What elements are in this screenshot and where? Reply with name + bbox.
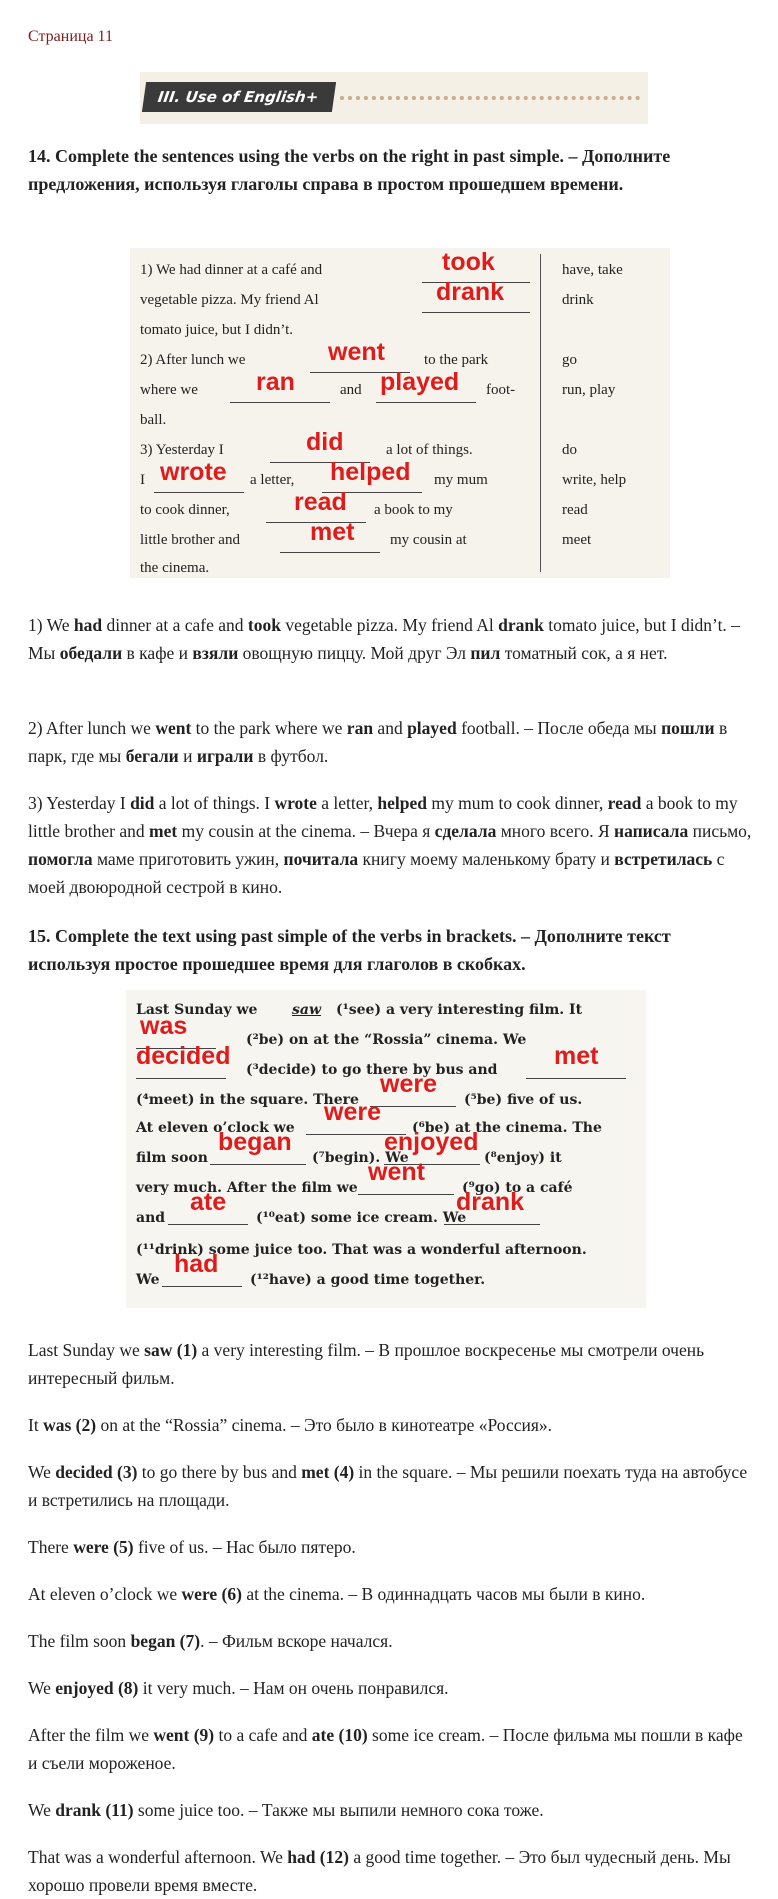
- answer-word: обедали: [59, 643, 123, 663]
- answer-word: saw (1): [144, 1340, 198, 1360]
- verb-hint: run, play: [562, 382, 616, 398]
- answer-word: played: [407, 718, 457, 738]
- verb-hint: write, help: [562, 472, 627, 488]
- answer-word: read: [607, 793, 642, 813]
- ex14-line: and: [340, 382, 362, 398]
- ex14-line: a book to my: [374, 502, 453, 518]
- answer-word: играли: [196, 746, 254, 766]
- answer-ran: ran: [256, 368, 295, 396]
- answer-word: had (12): [287, 1847, 349, 1867]
- exercise-15-image: [126, 990, 646, 1308]
- answer-word: took: [247, 615, 281, 635]
- example-answer-saw: saw: [292, 1002, 322, 1018]
- answer-word: пошли: [661, 718, 715, 738]
- ex14-translation-2: 2) After lunch we went to the park where we ran and played football. – После обеда мы пошли в парк, где мы бегали и играли в футбол.: [28, 718, 728, 766]
- answer-did: did: [306, 428, 344, 456]
- answer-word: went: [155, 718, 192, 738]
- ex15-line: (²be) on at the “Rossia” cinema. We: [246, 1032, 527, 1048]
- answer-ate: ate: [190, 1188, 227, 1216]
- answer-word: почитала: [283, 849, 359, 869]
- answer-word: met (4): [301, 1462, 355, 1482]
- ex15-translation-10: That was a wonderful afternoon. We had (12) a good time together. – Это был чудесный день. Мы хорошо провели время вместе.: [28, 1847, 731, 1895]
- ex15-line: (¹¹drink) some juice too. That was a wonderful afternoon.: [136, 1242, 587, 1258]
- answer-word: drank (11): [55, 1800, 134, 1820]
- exercise-14-image: [130, 248, 670, 578]
- section-banner: [140, 72, 648, 124]
- answer-met: met: [554, 1042, 599, 1070]
- ex14-line: a letter,: [250, 472, 295, 488]
- ex15-line: (⁵be) five of us.: [464, 1092, 583, 1108]
- answer-blank: [210, 1164, 306, 1165]
- answer-word: сделала: [434, 821, 497, 841]
- answer-began: began: [218, 1128, 292, 1156]
- ex15-line: (⁹go) to a café: [462, 1180, 573, 1196]
- exercise-14-heading: 14. Complete the sentences using the verbs on the right in past simple. – Дополните предложения, используя глаголы справа в простом прошедшем времени.: [28, 146, 671, 194]
- answer-word: wrote: [274, 793, 317, 813]
- answer-wrote: wrote: [160, 458, 227, 486]
- ex15-line: Last Sunday we: [136, 1002, 258, 1018]
- ex14-line: where we: [140, 382, 198, 398]
- answer-word: were (5): [73, 1537, 134, 1557]
- verb-hint: do: [562, 442, 577, 458]
- answer-was: was: [140, 1012, 188, 1040]
- verb-hint: go: [562, 352, 577, 368]
- banner-divider: [340, 96, 640, 100]
- ex15-translation-1: Last Sunday we saw (1) a very interesting film. – В прошлое воскресенье мы смотрели очень интересный фильм.: [28, 1340, 705, 1388]
- answer-word: ran: [346, 718, 374, 738]
- answer-word: enjoyed (8): [55, 1678, 139, 1698]
- answer-blank: [136, 1078, 226, 1079]
- answer-word: помогла: [28, 849, 93, 869]
- answer-blank: [280, 552, 380, 553]
- answer-word: бегали: [125, 746, 179, 766]
- answer-blank: [162, 1286, 242, 1287]
- ex14-line: to the park: [424, 352, 489, 368]
- ex15-translation-3: We decided (3) to go there by bus and met (4) in the square. – Мы решили поехать туда на автобусе и встретились на площади.: [28, 1462, 748, 1510]
- page-label: Страница 11: [28, 28, 113, 45]
- ex15-line: (³decide) to go there by bus and: [246, 1062, 498, 1078]
- ex15-translation-7: We enjoyed (8) it very much. – Нам он очень понравился.: [28, 1678, 449, 1698]
- answer-had: had: [174, 1250, 219, 1278]
- ex14-line: a lot of things.: [386, 442, 473, 458]
- answer-blank: [422, 312, 530, 313]
- answer-word: decided (3): [55, 1462, 138, 1482]
- verb-hint: drink: [562, 292, 594, 308]
- ex14-translation-3: 3) Yesterday I did a lot of things. I wrote a letter, helped my mum to cook dinner, read a book to my little brother and met my cousin at the cinema. – Вчера я сделала много всего. Я написала письмо, помогла маме приготовить ужин, почитала книгу моему маленькому брату и встретилась с моей двоюродной сестрой в кино.: [28, 793, 752, 897]
- ex15-line: (⁶be) at the cinema. The: [412, 1120, 602, 1136]
- ex15-line: (¹²have) a good time together.: [250, 1272, 486, 1288]
- answer-helped: helped: [330, 458, 411, 486]
- ex15-translation-8: After the film we went (9) to a cafe and ate (10) some ice cream. – После фильма мы пошли в кафе и съели мороженое.: [28, 1725, 743, 1773]
- ex15-line: and: [136, 1210, 166, 1226]
- answer-went: went: [368, 1158, 425, 1186]
- banner-label: III. Use of English+: [142, 82, 336, 112]
- answer-played: played: [380, 368, 460, 396]
- ex14-line: little brother and: [140, 532, 240, 548]
- exercise-15-heading: 15. Complete the text using past simple of the verbs in brackets. – Дополните текст используя простое прошедшее время для глаголов в скобках.: [28, 926, 671, 974]
- verb-hint: meet: [562, 532, 592, 548]
- answer-word: пил: [470, 643, 501, 663]
- answer-word: drank: [498, 615, 544, 635]
- ex14-line: my mum: [434, 472, 488, 488]
- answer-were: were: [324, 1098, 381, 1126]
- ex15-line: (¹⁰eat) some ice cream. We: [256, 1210, 467, 1226]
- answer-met: met: [310, 518, 355, 546]
- answer-blank: [370, 1106, 456, 1107]
- ex15-line: At eleven o’clock we: [136, 1120, 295, 1136]
- answer-word: went (9): [153, 1725, 215, 1745]
- ex15-translation-4: There were (5) five of us. – Нас было пятеро.: [28, 1537, 356, 1557]
- ex14-line: 3) Yesterday I: [140, 442, 224, 458]
- answer-enjoyed: enjoyed: [384, 1128, 479, 1156]
- ex15-translation-6: The film soon began (7). – Фильм вскоре начался.: [28, 1631, 393, 1651]
- column-divider: [540, 254, 541, 572]
- answer-word: написала: [614, 821, 689, 841]
- ex15-translation-5: At eleven o’clock we were (6) at the cinema. – В одиннадцать часов мы были в кино.: [28, 1584, 646, 1604]
- answer-word: were (6): [181, 1584, 242, 1604]
- answer-word: взяли: [192, 643, 239, 663]
- answer-blank: [376, 402, 476, 403]
- answer-took: took: [442, 248, 495, 276]
- ex14-line: foot-: [486, 382, 516, 398]
- answer-blank: [154, 492, 244, 493]
- answer-read: read: [294, 488, 347, 516]
- answer-blank: [168, 1224, 248, 1225]
- answer-word: began (7): [130, 1631, 201, 1651]
- answer-were: were: [380, 1070, 437, 1098]
- answer-word: встретилась: [614, 849, 713, 869]
- ex15-translation-2: It was (2) on at the “Rossia” cinema. – Это было в кинотеатре «Россия».: [28, 1415, 553, 1435]
- answer-word: met: [149, 821, 178, 841]
- answer-drank: drank: [456, 1188, 525, 1216]
- ex14-line: my cousin at: [390, 532, 467, 548]
- ex14-line: I: [140, 472, 145, 488]
- ex15-line: (⁷begin). We: [312, 1150, 409, 1166]
- ex14-line: to cook dinner,: [140, 502, 230, 518]
- ex15-line: (⁸enjoy) it: [484, 1150, 562, 1166]
- ex15-line: very much. After the film we: [136, 1180, 358, 1196]
- answer-word: did: [130, 793, 155, 813]
- ex14-translation-1: 1) We had dinner at a cafe and took vegetable pizza. My friend Al drank tomato juice, but I didn’t. – Мы обедали в кафе и взяли овощную пиццу. Мой друг Эл пил томатный сок, а я нет.: [28, 615, 740, 663]
- answer-blank: [444, 1224, 540, 1225]
- ex14-line: tomato juice, but I didn’t.: [140, 322, 294, 338]
- ex14-line: 1) We had dinner at a café and: [140, 262, 323, 278]
- ex14-line: 2) After lunch we: [140, 352, 246, 368]
- ex14-line: vegetable pizza. My friend Al: [140, 292, 319, 308]
- ex15-line: (⁴meet) in the square. There: [136, 1092, 359, 1108]
- answer-word: had: [73, 615, 103, 635]
- answer-word: was (2): [43, 1415, 97, 1435]
- answer-decided: decided: [136, 1042, 231, 1070]
- verb-hint: read: [562, 502, 588, 518]
- ex15-line: We: [136, 1272, 160, 1288]
- answer-blank: [358, 1194, 454, 1195]
- ex14-line: the cinema.: [140, 560, 210, 576]
- answer-word: ate (10): [311, 1725, 368, 1745]
- answer-blank: [230, 402, 330, 403]
- answer-drank: drank: [436, 278, 505, 306]
- ex15-line: (¹see) a very interesting film. It: [336, 1002, 583, 1018]
- answer-went: went: [328, 338, 385, 366]
- ex14-line: ball.: [140, 412, 167, 428]
- answer-blank: [526, 1078, 626, 1079]
- answer-word: helped: [377, 793, 428, 813]
- verb-hint: have, take: [562, 262, 623, 278]
- ex15-line: film soon: [136, 1150, 208, 1166]
- ex15-translation-9: We drank (11) some juice too. – Также мы выпили немного сока тоже.: [28, 1800, 544, 1820]
